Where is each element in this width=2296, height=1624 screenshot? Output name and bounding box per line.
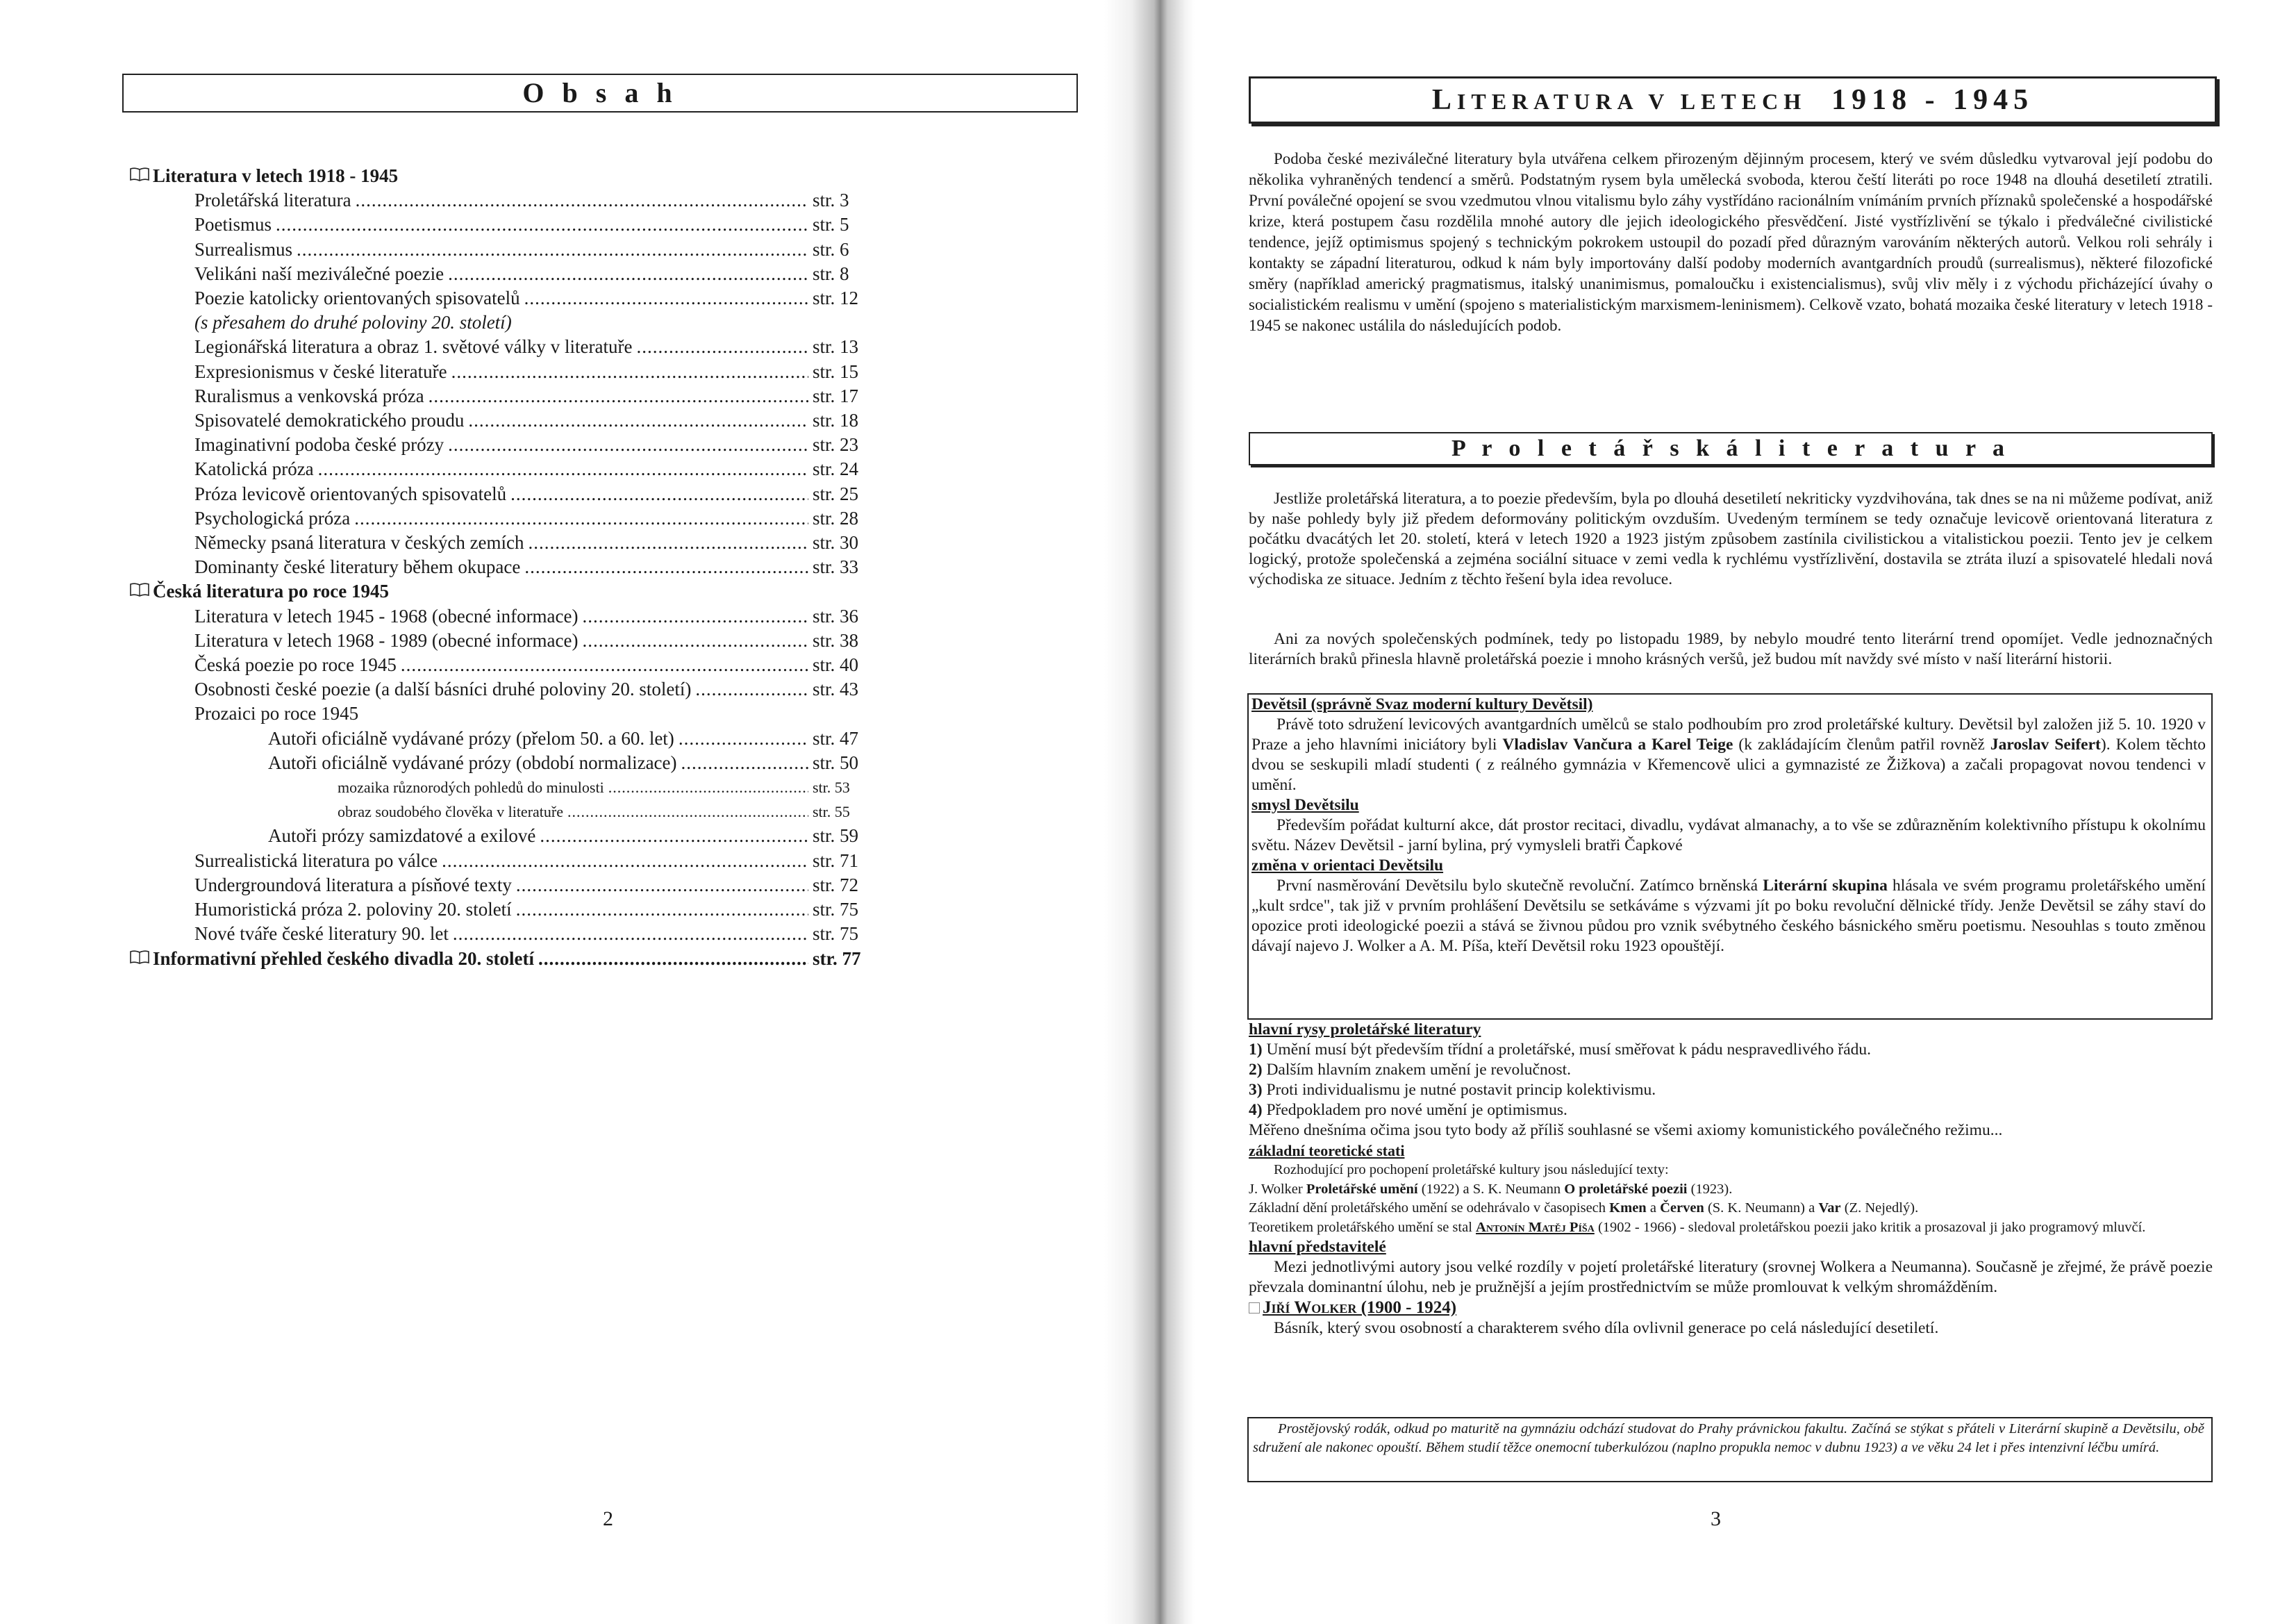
- wolker-heading-line: [1249, 1298, 2213, 1318]
- toc-entry-label: Expresionismus v české literatuře: [194, 361, 447, 382]
- wolker-text: Básník, který svou osobností a charakterem svého díla ovlivnil generace po celá následující desetiletí.: [1274, 1319, 1939, 1337]
- toc-entry-label: (s přesahem do druhé poloviny 20. století): [194, 312, 512, 333]
- stati-var: Var: [1818, 1200, 1841, 1216]
- zmena-heading: změna v orientaci Devětsilu: [1251, 856, 1444, 875]
- chapter-title-years: 1918 - 1945: [1831, 84, 2034, 116]
- toc-entry-label: Poetismus: [194, 214, 272, 235]
- toc-leader-dots: [448, 433, 808, 457]
- toc-entry: [129, 677, 879, 702]
- stati-title-1: Proletářské umění: [1306, 1181, 1418, 1197]
- toc-entry-page: str. 33: [813, 556, 859, 578]
- toc-entry: [129, 727, 879, 751]
- toc-entry: [129, 482, 879, 506]
- rysy-item-number: 4): [1249, 1101, 1263, 1119]
- rysy-block: [1249, 1020, 2213, 1339]
- stati-4a: Teoretikem proletářského umění se stal: [1249, 1219, 1472, 1235]
- toc-entry-page: str. 38: [813, 629, 859, 651]
- book-icon: [129, 164, 150, 179]
- toc-entry-page: str. 59: [813, 825, 859, 847]
- toc-entry-label: Dominanty české literatury během okupace: [194, 556, 521, 578]
- toc-entry-label: Literatura v letech 1968 - 1989 (obecné informace): [194, 629, 579, 651]
- devetsil-block: [1251, 695, 2206, 956]
- toc-entry: [129, 384, 879, 408]
- toc-entry: [129, 629, 879, 653]
- toc-entry-page: str. 25: [813, 483, 859, 504]
- toc-leader-dots: [429, 384, 808, 408]
- toc-entry: [129, 947, 879, 971]
- rysy-note: Měřeno dnešníma očima jsou tyto body až příliš souhlasné se všemi axiomy komunistického poválečného režimu...: [1249, 1121, 2003, 1139]
- rysy-list: [1249, 1040, 2213, 1120]
- smysl-text: Především pořádat kulturní akce, dát prostor recitaci, divadlu, vydávat almanachy, a to vše se zdůrazněním kolektivního přístupu k okolnímu světu. Název Devětsil - jarní bylina, prý vymysleli bratři Čapkové: [1251, 816, 2206, 854]
- stati-kmen: Kmen: [1609, 1200, 1647, 1216]
- toc-entry-page: str. 36: [813, 605, 859, 627]
- toc-entry-page: str. 40: [813, 654, 859, 676]
- toc-leader-dots: [636, 335, 808, 359]
- toc-leader-dots: [468, 408, 808, 433]
- stati-neumann: (1922) a S. K. Neumann: [1421, 1181, 1561, 1197]
- stati-text: [1249, 1161, 2213, 1237]
- stati-year: (1923).: [1690, 1181, 1733, 1197]
- right-page: [1174, 0, 2296, 1624]
- toc-entry-label: Nové tváře české literatury 90. let: [194, 923, 449, 945]
- toc-entry-label: Imaginativní podoba české prózy: [194, 434, 444, 456]
- toc-leader-dots: [529, 531, 808, 555]
- toc-entry: [129, 555, 879, 579]
- toc-entry-page: str. 30: [813, 532, 859, 554]
- toc-entry: [129, 604, 879, 629]
- section-title-proletarska: P r o l e t á ř s k á l i t e r a t u r a: [1249, 432, 2213, 465]
- stati-4c: (1902 - 1966) - sledoval proletářskou poezii jako kritik a prosazoval ji jako programový mluvčí.: [1597, 1219, 2146, 1235]
- toc-entry-label: Informativní přehled českého divadla 20. století: [153, 947, 535, 969]
- toc-entry: [129, 213, 879, 237]
- paragraph-2: Ani za nových společenských podmínek, tedy po listopadu 1989, by nebylo moudré tento literární trend opomíjet. Vedle jednoznačných literárních braků přinesla hlavně proletářská poezie i mnoho krásných veršů, jež budou mít navždy své místo v naší literární historii.: [1249, 630, 2213, 668]
- toc-entry: [129, 873, 879, 897]
- toc-entry-page: str. 50: [813, 752, 859, 773]
- toc-entry-page: str. 17: [813, 385, 859, 406]
- toc-leader-dots: [583, 604, 809, 629]
- rysy-item: [1249, 1100, 2213, 1120]
- devetsil-heading: Devětsil (správně Svaz moderní kultury Devětsil): [1251, 695, 1593, 713]
- toc-entry-label: Katolická próza: [194, 458, 314, 480]
- rysy-item-text: Umění musí být především třídní a proletářské, musí směřovat k pádu nespravedlivého řádu.: [1266, 1041, 1872, 1059]
- devetsil-text-b: (k zakládajícím členům patřil rovněž: [1738, 736, 1985, 754]
- chapter-title-rest: ITERATURA V LETECH: [1456, 89, 1807, 114]
- stati-wolker: J. Wolker: [1249, 1181, 1303, 1197]
- wolker-heading: Jiří Wolker (1900 - 1924): [1263, 1298, 1457, 1317]
- toc-entry-label: Undergroundová literatura a písňové texty: [194, 874, 512, 895]
- toc-entry: [129, 188, 879, 213]
- toc-leader-dots: [354, 506, 808, 531]
- page-number-right: 3: [1711, 1507, 1721, 1530]
- toc-entry: [129, 579, 879, 604]
- toc-leader-dots: [276, 213, 808, 237]
- toc-leader-dots: [451, 360, 808, 384]
- toc-leader-dots: [448, 262, 808, 286]
- toc-entry-page: str. 77: [813, 947, 861, 969]
- toc-entry-label: Poezie katolicky orientovaných spisovatelů: [194, 288, 520, 309]
- toc-leader-dots: [538, 947, 808, 971]
- toc-entry: [129, 457, 879, 481]
- rysy-item: [1249, 1080, 2213, 1100]
- toc-entry-label: Legionářská literatura a obraz 1. světové války v literatuře: [194, 336, 633, 358]
- toc-leader-dots: [453, 922, 808, 946]
- toc-entry-label: Próza levicově orientovaných spisovatelů: [194, 483, 507, 504]
- toc-leader-dots: [442, 849, 808, 873]
- book-icon: [129, 947, 150, 962]
- toc-entry-page: str. 28: [813, 507, 859, 529]
- toc-entry-label: Ruralismus a venkovská próza: [194, 385, 424, 406]
- rysy-item-text: Předpokladem pro nové umění je optimismus.: [1266, 1101, 1567, 1119]
- toc-entry-label: mozaika různorodých pohledů do minulosti: [338, 779, 604, 797]
- stati-heading: základní teoretické stati: [1249, 1142, 1405, 1159]
- zmena-text-a: První nasměrování Devětsilu bylo skutečně revoluční. Zatímco brněnská: [1276, 877, 1758, 895]
- toc-entry: [129, 531, 879, 555]
- toc-leader-dots: [695, 677, 808, 702]
- toc-entry-label: Autoři prózy samizdatové a exilové: [268, 825, 536, 847]
- toc-leader-dots: [567, 799, 808, 824]
- toc-entry: [129, 922, 879, 946]
- chapter-title-initial: L: [1431, 84, 1457, 116]
- toc-leader-dots: [524, 555, 808, 579]
- toc-entry: [129, 164, 879, 188]
- zmena-literarni-skupina: Literární skupina: [1763, 877, 1888, 895]
- devetsil-founders: Vladislav Vančura a Karel Teige: [1502, 736, 1733, 754]
- toc-leader-dots: [679, 727, 808, 751]
- intro-paragraph: Podoba české meziválečné literatury byla utvářena celkem přirozeným dějinným procesem, který ve svém důsledku vytvaroval její podobu do několika vyhraněných tendencí a směrů. Podstatným rysem byla umělecká svoboda, kterou čeští literáti po roce 1948 na dlouhá desetiletí ztratili. První poválečné opojení se svou vzedmutou vlnou vitalismu bylo záhy vystřídáno racionálním vnímáním prvních příznaků společenské a hospodářské krize, která postupem času rozdělila mnohé autory dle jejich ideologického přesvědčení. Jisté vystřízlivění se týkalo i předválečné civilistické tendence, jejíž optimismus spojený s technickým pokrokem ustoupil do pozadí před důrazným varováním některých autorů. Velkou roli sehrály i kontakty se západní literaturou, odkud k nám byly importovány další podoby moderních avantgardních proudů (surrealismus), některé filozofické směry (například americký pragmatismus, italský unanimismus, pomaloučku i existencialismus), svůj vliv měly i z východu přicházející úvahy o socialistickém realismu v umění (spojeno s materialistickým marxismem-leninismem). Celkově vzato, bohatá mozaika české literatury v letech 1918 - 1945 se nakonec ustálila do následujících podob.: [1249, 150, 2213, 334]
- stati-pisa: Antonín Matěj Píša: [1476, 1219, 1595, 1235]
- toc-entry-page: str. 18: [813, 410, 859, 431]
- book-icon: [129, 579, 150, 595]
- bullet-square-icon: [1249, 1302, 1260, 1314]
- toc-entry-page: str. 13: [813, 336, 859, 358]
- toc-entry: [129, 751, 879, 775]
- devetsil-text: [1251, 715, 2206, 795]
- toc-entry-label: Proletářská literatura: [194, 190, 351, 211]
- toc-leader-dots: [516, 873, 808, 897]
- wolker-bio: Prostějovský rodák, odkud po maturitě na gymnáziu odchází studovat do Prahy právnickou fakultu. Začíná se stýkat s přáteli v Literární skupině a Devětsilu, obě sdružení ale nakonec opouští. Během studií těžce onemocní tuberkulózou (naplno propukla nemoc v dubnu 1923) a ve věku 24 let i přes intenzivní léčbu umírá.: [1253, 1421, 2204, 1455]
- page-number-left: 2: [603, 1507, 613, 1530]
- devetsil-text-a: Právě toto sdružení levicových avantgardních umělců se stalo podhoubím pro zrod proletářské kultury. Devětsil byl založen již 5. 10. 1920 v Praze a jeho hlavními iniciátory byli: [1251, 715, 2206, 754]
- toc-entry-page: str. 75: [813, 899, 859, 920]
- stati-3e: (S. K. Neumann) a: [1707, 1200, 1815, 1216]
- predstavitele-text: Mezi jednotlivými autory jsou velké rozdíly v pojetí proletářské literatury (srovnej Wolkera a Neumanna). Současně je zřejmé, že právě poezie převzala dominantní úlohu, neb je pružnější a jejím prostřednictvím se může promlouvat k velkým shromážděním.: [1249, 1258, 2213, 1296]
- toc-entry-label: Česká literatura po roce 1945: [153, 581, 389, 602]
- toc-entry: [129, 433, 879, 457]
- toc-entry: [129, 653, 879, 677]
- toc-entry-page: str. 55: [813, 803, 850, 821]
- toc-entry: [129, 897, 879, 922]
- toc-entry: [129, 506, 879, 531]
- toc-entry-label: Spisovatelé demokratického proudu: [194, 410, 465, 431]
- rysy-heading: hlavní rysy proletářské literatury: [1249, 1020, 1481, 1038]
- stati-line-2: [1249, 1180, 2213, 1200]
- toc-entry-page: str. 12: [813, 288, 859, 309]
- stati-3g: (Z. Nejedlý).: [1844, 1200, 1919, 1216]
- rysy-item-text: Proti individualismu je nutné postavit princip kolektivismu.: [1266, 1081, 1656, 1099]
- toc-entry: [129, 262, 879, 286]
- toc-leader-dots: [583, 629, 809, 653]
- rysy-item: [1249, 1060, 2213, 1080]
- toc-entry-page: str. 5: [813, 214, 849, 235]
- stati-3a: Základní dění proletářského umění se odehrávalo v časopisech: [1249, 1200, 1606, 1216]
- toc-leader-dots: [540, 824, 808, 848]
- toc-entry-page: str. 75: [813, 923, 859, 945]
- toc-leader-dots: [510, 482, 808, 506]
- rysy-item: [1249, 1040, 2213, 1060]
- toc-entry-label: Česká poezie po roce 1945: [194, 654, 397, 676]
- devetsil-text-c: ). Kolem těchto dvou se seskupili mladí studenti ( z reálného gymnázia v Křemencově ulici a gymnazisté ze Žižkova) a začali propagovat novou tendenci v umění.: [1251, 736, 2206, 794]
- toc-entry-label: Literatura v letech 1945 - 1968 (obecné informace): [194, 605, 579, 627]
- toc-entry: [129, 849, 879, 873]
- toc-entry-page: str. 8: [813, 263, 849, 284]
- toc-entry-page: str. 72: [813, 874, 859, 895]
- chapter-title: [1249, 76, 2217, 124]
- zmena-text-b: hlásala ve svém programu proletářského umění „kult srdce", tak již v prvním prohlášení Devětsilu se setkáváme s výzvami jít po boku revoluční dělnické třídy. Jenže Devětsil se záhy staví do opozice proti ideologické poezii a stává se živnou půdou pro vznik svébytného českého básnického směru poetismu. Nesouhlas s touto změnou dávají najevo J. Wolker a A. M. Píša, kteří Devětsil roku 1923 opouštějí.: [1251, 877, 2206, 955]
- toc-entry: [129, 824, 879, 848]
- toc-entry-label: Autoři oficiálně vydávané prózy (období normalizace): [268, 752, 677, 773]
- predstavitele-heading: hlavní představitelé: [1249, 1238, 1386, 1256]
- toc-entry-label: Surrealistická literatura po válce: [194, 850, 438, 871]
- toc-entry-page: str. 15: [813, 361, 859, 382]
- toc-entry: [129, 702, 879, 726]
- left-page: [0, 0, 1132, 1624]
- toc-entry: [129, 335, 879, 359]
- table-of-contents: [129, 164, 879, 971]
- rysy-item-number: 3): [1249, 1081, 1263, 1099]
- smysl-heading: smysl Devětsilu: [1251, 796, 1359, 814]
- toc-entry: [129, 360, 879, 384]
- toc-entry: [129, 775, 879, 799]
- zmena-text: [1251, 876, 2206, 956]
- rysy-item-number: 1): [1249, 1041, 1263, 1059]
- rysy-item-number: 2): [1249, 1061, 1263, 1079]
- toc-entry-label: Osobnosti české poezie (a další básníci druhé poloviny 20. století): [194, 679, 692, 700]
- toc-entry-label: Psychologická próza: [194, 507, 351, 529]
- toc-entry: [129, 238, 879, 262]
- stati-3c: a: [1649, 1200, 1656, 1216]
- toc-leader-dots: [608, 775, 808, 799]
- toc-entry-label: obraz soudobého člověka v literatuře: [338, 803, 563, 821]
- toc-leader-dots: [297, 238, 808, 262]
- toc-leader-dots: [681, 751, 808, 775]
- toc-entry: [129, 286, 879, 310]
- toc-entry-page: str. 47: [813, 727, 859, 749]
- toc-leader-dots: [401, 653, 808, 677]
- paragraph-1: Jestliže proletářská literatura, a to poezie především, byla po dlouhá desetiletí nekriticky vyzdvihována, tak dnes se na ni můžeme podívat, aniž by naše pohledy byly již předem deformovány politickým ovzduším. Uvedeným termínem se tedy označuje levicově orientovaná literatura z počátku dvacátých let 20. století, která v letech 1920 a 1923 jistým způsobem zastínila civilistickou a vitalistickou poezii. Tento jev je celkem logický, protože společenská a zejména sociální situace v zemi vedla k rychlému vystřízlivění, dostavila se ztráta iluzí a spisovatelé hledali nová východiska ze situace. Jedním z těchto řešení byla idea revoluce.: [1249, 490, 2213, 588]
- toc-entry-label: Surrealismus: [194, 238, 292, 260]
- toc-title: O b s a h: [122, 74, 1078, 113]
- toc-entry-page: str. 23: [813, 434, 859, 456]
- toc-entry-page: str. 6: [813, 238, 849, 260]
- stati-line-1: Rozhodující pro pochopení proletářské kultury jsou následující texty:: [1274, 1162, 1669, 1177]
- stati-line-4: [1249, 1218, 2213, 1238]
- toc-entry-label: Prozaici po roce 1945: [194, 703, 359, 724]
- stati-title-2: O proletářské poezii: [1564, 1181, 1688, 1197]
- toc-entry: [129, 799, 879, 824]
- toc-entry: [129, 408, 879, 433]
- toc-entry-page: str. 3: [813, 190, 849, 211]
- toc-entry-page: str. 53: [813, 779, 850, 797]
- toc-entry-label: Literatura v letech 1918 - 1945: [153, 165, 399, 186]
- toc-entry-page: str. 43: [813, 679, 859, 700]
- stati-line-3: [1249, 1199, 2213, 1218]
- toc-entry-page: str. 24: [813, 458, 859, 480]
- toc-leader-dots: [356, 188, 808, 213]
- toc-leader-dots: [318, 457, 808, 481]
- rysy-item-text: Dalším hlavním znakem umění je revolučnost.: [1266, 1061, 1572, 1079]
- toc-entry-label: Německy psaná literatura v českých zemích: [194, 532, 524, 554]
- toc-entry-label: Autoři oficiálně vydávané prózy (přelom 50. a 60. let): [268, 727, 674, 749]
- toc-leader-dots: [516, 897, 808, 922]
- devetsil-seifert: Jaroslav Seifert: [1990, 736, 2101, 754]
- toc-entry-label: Velikáni naší meziválečné poezie: [194, 263, 444, 284]
- toc-entry-page: str. 71: [813, 850, 859, 871]
- stati-cerven: Červen: [1660, 1200, 1704, 1216]
- toc-leader-dots: [524, 286, 808, 310]
- toc-entry-label: Humoristická próza 2. poloviny 20. století: [194, 899, 512, 920]
- toc-entry: [129, 310, 879, 335]
